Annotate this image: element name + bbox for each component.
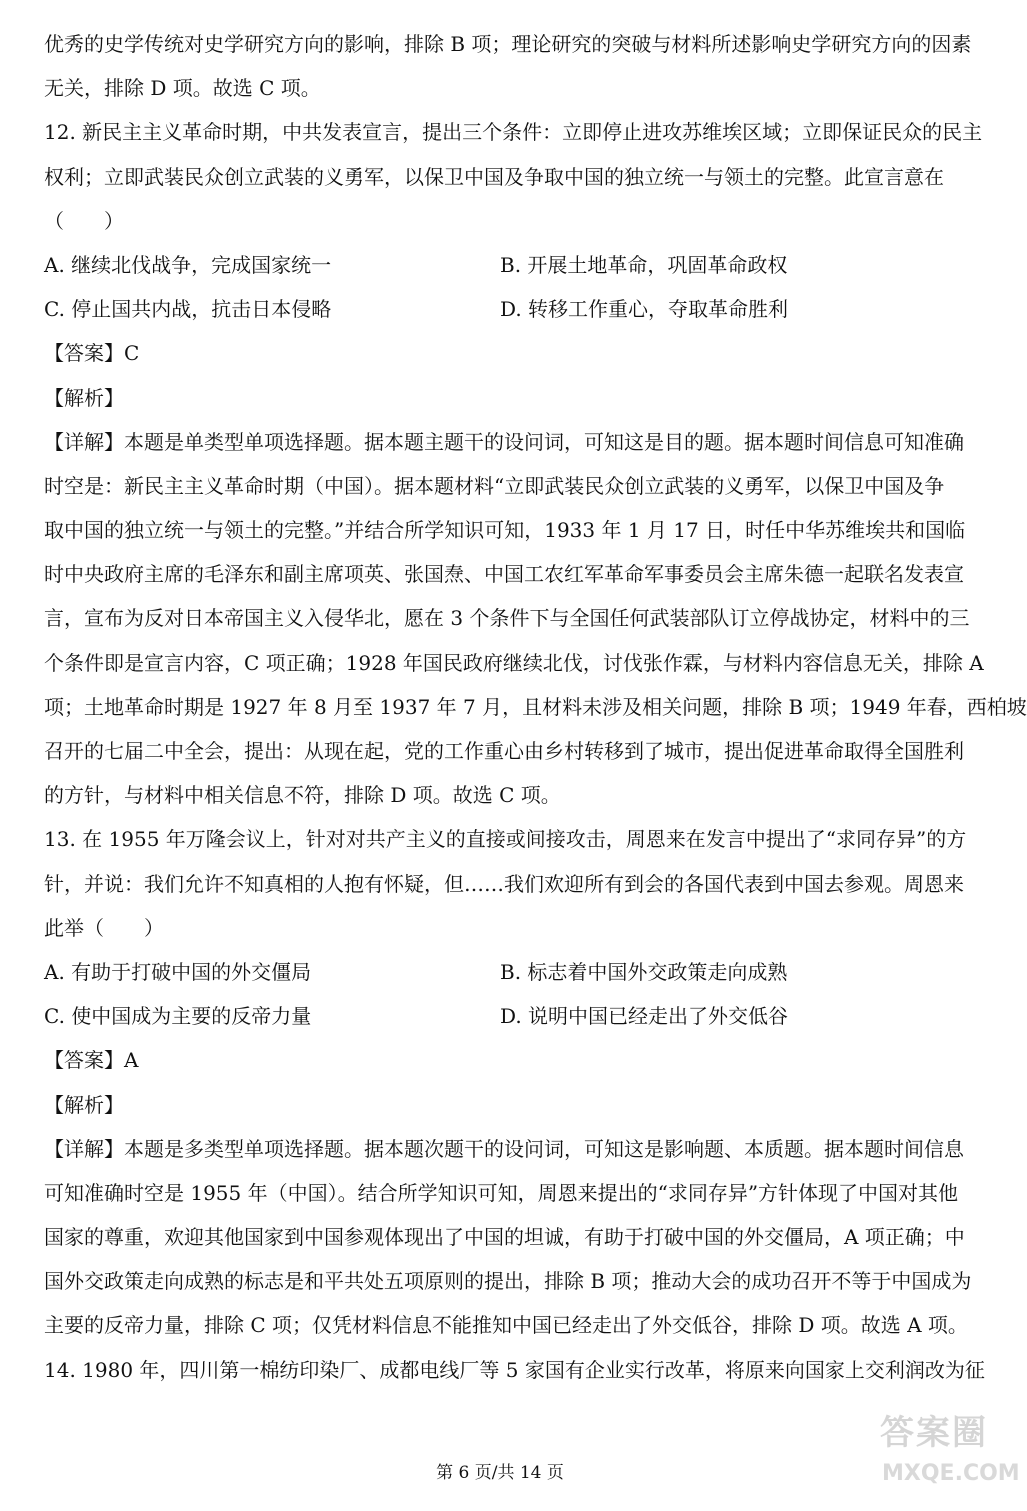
question-stem-line: 13. 在 1955 年万隆会议上，针对对共产主义的直接或间接攻击，周恩来在发言中提出了“求同存异”的方 — [44, 827, 967, 852]
watermark-text: 答案圈 — [880, 1413, 988, 1453]
answer-line: 【答案】C — [44, 341, 140, 366]
detail-line: 项；土地革命时期是 1927 年 8 月至 1937 年 7 月，且材料未涉及相关问题，排除 B 项；1949 年春，西柏坡 — [44, 694, 1027, 719]
question-stem-line: 针，并说：我们允许不知真相的人抱有怀疑，但……我们欢迎所有到会的各国代表到中国去参观。周恩来 — [44, 871, 964, 896]
watermark-url: MXQE.COM — [882, 1461, 1020, 1486]
detail-line: 时空是：新民主主义革命时期（中国）。据本题材料“立即武装民众创立武装的义勇军，以保卫中国及争 — [44, 473, 945, 498]
question-14 — [44, 1348, 985, 1392]
detail-line: 可知准确时空是 1955 年（中国）。结合所学知识可知，周恩来提出的“求同存异”方针体现了中国对其他 — [44, 1180, 959, 1205]
document-page — [44, 22, 1027, 1392]
question-stem-line: 权利；立即武装民众创立武装的义勇军，以保卫中国及争取中国的独立统一与领土的完整。此宣言意在 — [44, 164, 944, 189]
detail-line: 言，宣布为反对日本帝国主义入侵华北，愿在 3 个条件下与全国任何武装部队订立停战协定，材料中的三 — [44, 606, 970, 631]
detail-line: 取中国的独立统一与领土的完整。”并结合所学知识可知，1933 年 1 月 17 日，时任中华苏维埃共和国临 — [44, 518, 966, 543]
option-c: C. 停止国共内战，抗击日本侵略 — [44, 297, 332, 322]
detail-line: 个条件即是宣言内容，C 项正确；1928 年国民政府继续北伐，讨伐张作霖，与材料内容信息无关，排除 A — [44, 650, 984, 675]
options-row — [44, 243, 959, 287]
detail-line: 国外交政策走向成熟的标志是和平共处五项原则的提出，排除 B 项；推动大会的成功召开不等于中国成为 — [44, 1269, 972, 1294]
question-stem-line: 12. 新民主主义革命时期，中共发表宣言，提出三个条件：立即停止进攻苏维埃区域；立即保证民众的民主 — [44, 120, 983, 145]
option-a: A. 有助于打破中国的外交僵局 — [44, 959, 312, 984]
detail-line: 主要的反帝力量，排除 C 项；仅凭材料信息不能推知中国已经走出了外交低谷，排除 D 项。故选 A 项。 — [44, 1313, 968, 1338]
option-b: B. 标志着中国外交政策走向成熟 — [500, 959, 788, 984]
options-row — [44, 950, 959, 994]
options-row — [44, 994, 959, 1038]
question-stem-line: （ ） — [44, 208, 124, 233]
question-12 — [44, 110, 1027, 817]
option-d: D. 转移工作重心，夺取革命胜利 — [500, 297, 789, 322]
detail-line: 【详解】本题是多类型单项选择题。据本题次题干的设问词，可知这是影响题、本质题。据本题时间信息 — [44, 1136, 964, 1161]
page-number: 第 6 页/共 14 页 — [436, 1463, 564, 1483]
option-d: D. 说明中国已经走出了外交低谷 — [500, 1004, 789, 1029]
option-b: B. 开展土地革命，巩固革命政权 — [500, 252, 788, 277]
detail-line: 国家的尊重，欢迎其他国家到中国参观体现出了中国的坦诚，有助于打破中国的外交僵局，A 项正确；中 — [44, 1225, 965, 1250]
option-c: C. 使中国成为主要的反帝力量 — [44, 1004, 312, 1029]
question-stem-line: 此举（ ） — [44, 915, 164, 940]
options-row — [44, 287, 959, 331]
question-stem-line: 14. 1980 年，四川第一棉纺印染厂、成都电线厂等 5 家国有企业实行改革，将原来向国家上交利润改为征 — [44, 1357, 985, 1382]
question-13 — [44, 817, 972, 1347]
text-line: 无关，排除 D 项。故选 C 项。 — [44, 76, 321, 101]
detail-line: 召开的七届二中全会，提出：从现在起，党的工作重心由乡村转移到了城市，提出促进革命取得全国胜利 — [44, 739, 964, 763]
prev-question-tail — [44, 22, 972, 110]
option-a: A. 继续北伐战争，完成国家统一 — [44, 252, 332, 277]
answer-line: 【答案】A — [44, 1048, 139, 1073]
detail-line: 时中央政府主席的毛泽东和副主席项英、张国焘、中国工农红军革命军事委员会主席朱德一起联名发表宣 — [44, 562, 964, 587]
analysis-label: 【解析】 — [44, 385, 124, 410]
analysis-label: 【解析】 — [44, 1092, 124, 1117]
page-footer — [0, 1461, 1000, 1485]
detail-line: 的方针，与材料中相关信息不符，排除 D 项。故选 C 项。 — [44, 783, 561, 808]
text-line: 优秀的史学传统对史学研究方向的影响，排除 B 项；理论研究的突破与材料所述影响史学研究方向的因素 — [44, 32, 972, 56]
watermark-logo — [880, 1405, 1020, 1501]
detail-line: 【详解】本题是单类型单项选择题。据本题主题干的设问词，可知这是目的题。据本题时间信息可知准确 — [44, 429, 964, 454]
